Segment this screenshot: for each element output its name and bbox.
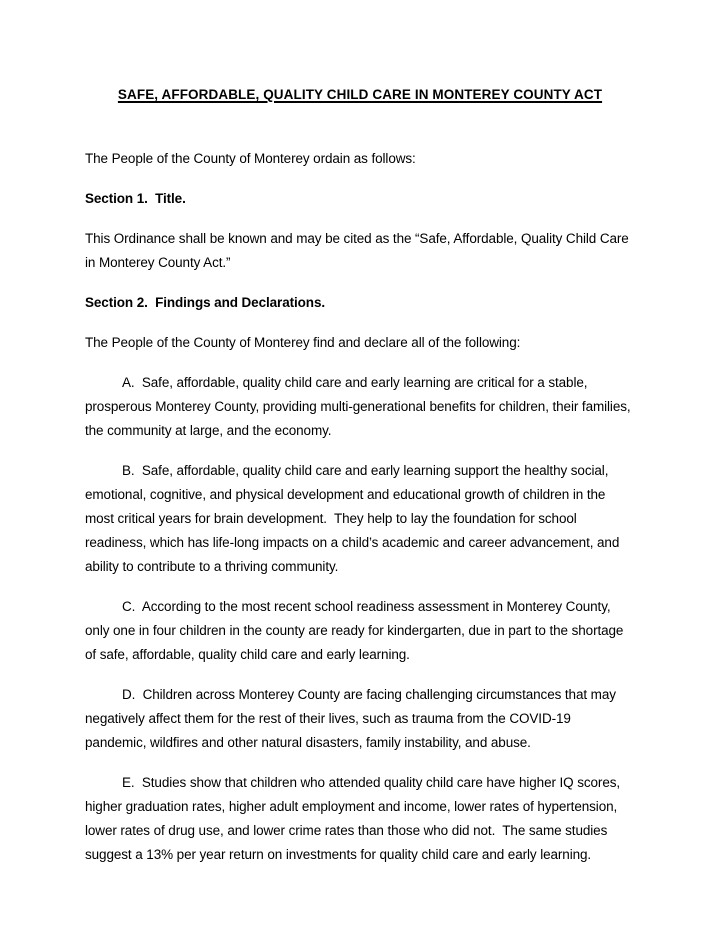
section-2-heading: Section 2. Findings and Declarations. xyxy=(85,295,325,310)
section-2-intro: The People of the County of Monterey find and declare all of the following: xyxy=(85,335,521,350)
document-title xyxy=(85,83,635,107)
ordain-clause: The People of the County of Monterey ordain as follows: xyxy=(85,151,416,166)
finding-paragraph-a: A. Safe, affordable, quality child care and early learning are critical for a stable, prosperous Monterey County, providing multi-generational benefits for children, their families, the community at large, and the economy. xyxy=(85,375,635,438)
finding-paragraph-e: E. Studies show that children who attended quality child care have higher IQ scores, higher graduation rates, higher adult employment and income, lower rates of hypertension, lower rates of drug use, and lower crime rates than those who did not. The same studies suggest a 13% per year return on investments for quality child care and early learning. xyxy=(85,775,624,862)
section-1-heading: Section 1. Title. xyxy=(85,191,186,206)
document-title-text: SAFE, AFFORDABLE, QUALITY CHILD CARE IN MONTEREY COUNTY ACT xyxy=(117,87,603,102)
finding-paragraph-d: D. Children across Monterey County are facing challenging circumstances that may negatively affect them for the rest of their lives, such as trauma from the COVID-19 pandemic, wildfires and other natural disasters, family instability, and abuse. xyxy=(85,687,620,750)
finding-paragraph-b: B. Safe, affordable, quality child care and early learning support the healthy social, emotional, cognitive, and physical development and educational growth of children in the most critical years for brain development. They help to lay the foundation for school readiness, which has life-long impacts on a child’s academic and career advancement, and ability to contribute to a thriving community. xyxy=(85,463,623,574)
section-1-body: This Ordinance shall be known and may be cited as the “Safe, Affordable, Quality Child Care in Monterey County Act.” xyxy=(85,231,633,270)
finding-paragraph-c: C. According to the most recent school readiness assessment in Monterey County, only one in four children in the county are ready for kindergarten, due in part to the shortage of safe, affordable, quality child care and early learning. xyxy=(85,599,627,662)
